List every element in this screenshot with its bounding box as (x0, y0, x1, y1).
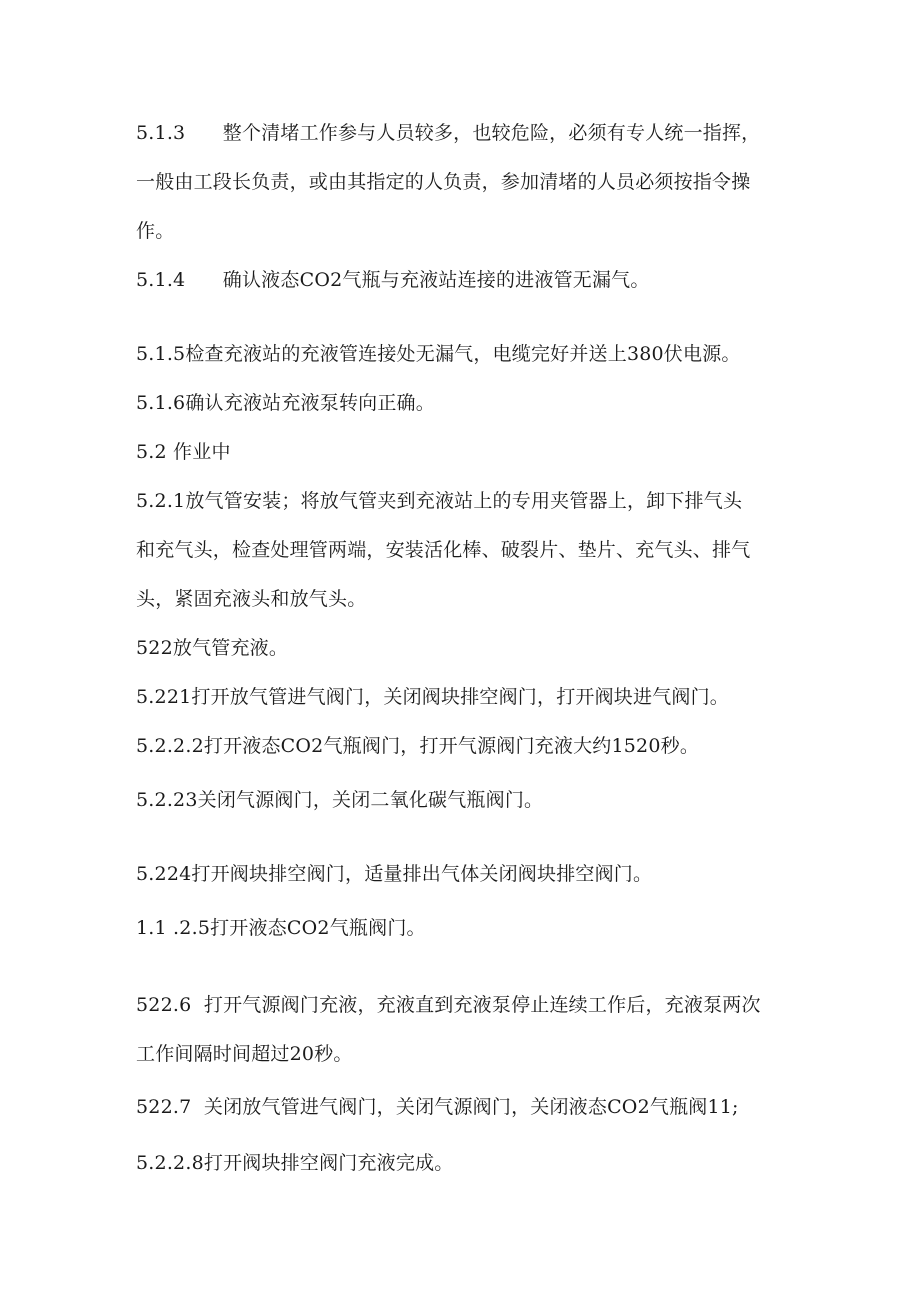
text-line: 作。 (136, 220, 175, 242)
text-line: 522.6 打开气源阀门充液，充液直到充液泵停止连续工作后，充液泵两次 (136, 994, 761, 1016)
text-line: 5.2.2.8打开阀块排空阀门充液完成。 (136, 1152, 454, 1174)
text-line: 工作间隔时间超过20秒。 (136, 1043, 353, 1065)
text-line: 5.2.23关闭气源阀门，关闭二氧化碳气瓶阀门。 (136, 789, 544, 811)
text-line: 头，紧固充液头和放气头。 (136, 588, 367, 610)
text-line: 5.1.3 整个清堵工作参与人员较多，也较危险，必须有专人统一指挥， (136, 122, 761, 144)
text-line: 5.2.2.2打开液态CO2气瓶阀门，打开气源阀门充液大约1520秒。 (136, 735, 700, 757)
text-line: 和充气头，检查处理管两端，安装活化棒、破裂片、垫片、充气头、排气 (136, 539, 751, 561)
text-line: 5.1.5检查充液站的充液管连接处无漏气，电缆完好并送上380伏电源。 (136, 343, 741, 365)
text-line: 5.224打开阀块排空阀门，适量排出气体关闭阀块排空阀门。 (136, 863, 653, 885)
text-line: 一般由工段长负责，或由其指定的人负责，参加清堵的人员必须按指令操 (136, 171, 751, 193)
text-line: 522放气管充液。 (136, 637, 289, 659)
text-line: 5.2.1放气管安装；将放气管夹到充液站上的专用夹管器上，卸下排气头 (136, 490, 743, 512)
section-heading: 5.2 作业中 (136, 441, 231, 463)
text-line: 522.7 关闭放气管进气阀门，关闭气源阀门，关闭液态CO2气瓶阀11; (136, 1096, 739, 1118)
text-line: 1.1 .2.5打开液态CO2气瓶阀门。 (136, 917, 426, 939)
text-line: 5.1.6确认充液站充液泵转向正确。 (136, 392, 435, 414)
text-line: 5.221打开放气管进气阀门，关闭阀块排空阀门，打开阀块进气阀门。 (136, 686, 729, 708)
text-line: 5.1.4 确认液态CO2气瓶与充液站连接的进液管无漏气。 (136, 269, 650, 291)
